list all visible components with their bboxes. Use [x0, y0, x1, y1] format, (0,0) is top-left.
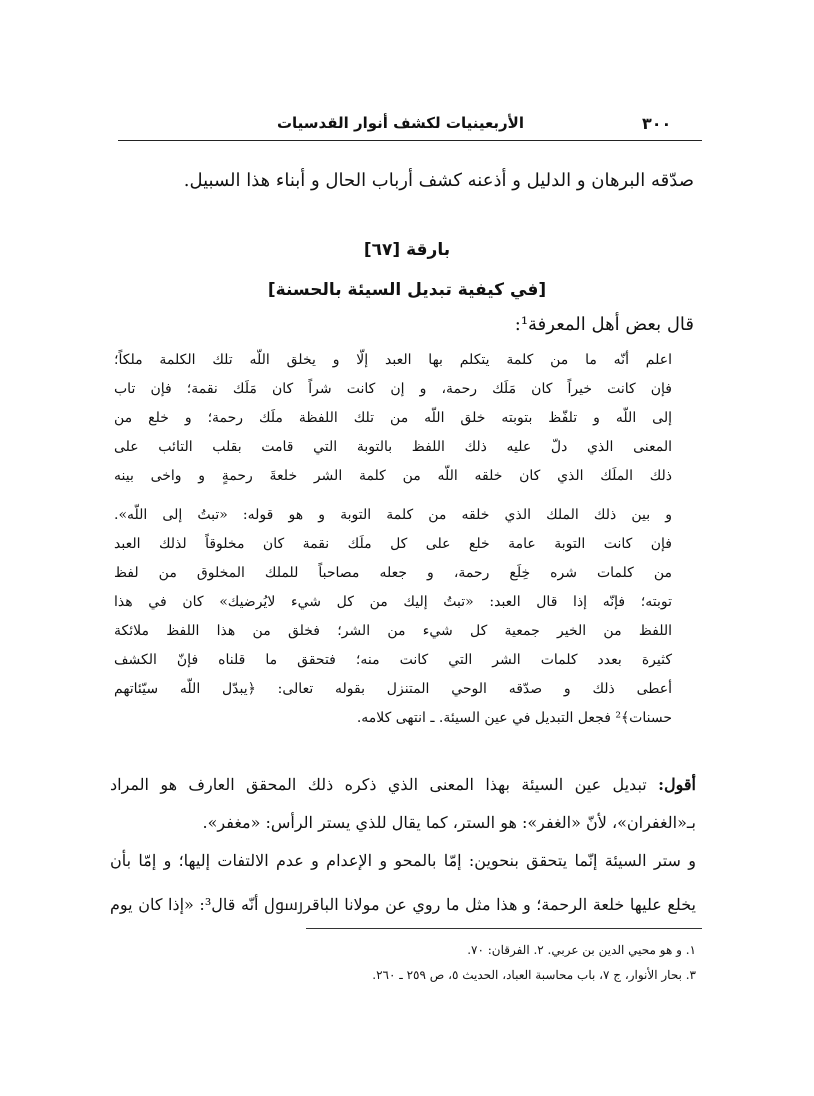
- page-header: [118, 114, 702, 141]
- quote-line: من كلمات شره خِلَع رحمة، و جعله مصاحباً للملك المخلوق من لفظ: [114, 565, 672, 581]
- quote-intro: قال بعض أهل المعرفة¹:: [514, 314, 694, 335]
- commentary-line: و ستر السيئة إنّما يتحقق بنحوين: إمّا بالمحو و الإعدام و عدم الالتفات إليها؛ و إمّا بأن: [110, 851, 696, 870]
- quote-line: و بين ذلك الملك الذي خلقه من كلمة التوبة و هو قوله: «تبتُ إلى اللّه».: [114, 507, 672, 523]
- quote-line: المعنى الذي دلّ عليه ذلك اللفظ بالتوبة التي قامت بقلب التائب على: [114, 439, 672, 455]
- opening-line: صدّقه البرهان و الدليل و أذعنه كشف أرباب الحال و أبناء هذا السبيل.: [183, 170, 694, 191]
- commentary-line: بـ«الغفران»، لأنّ «الغفر»: هو الستر، كما يقال للذي يستر الرأس: «مغفر».: [202, 813, 696, 832]
- quote-line: توبته؛ فإنّه إذا قال العبد: «تبتُ إليك من كل شيء لايُرضيك» كان في هذا: [114, 594, 672, 610]
- quote-line: أعطى ذلك و صدّقه الوحي المتنزل بقوله تعالى: ﴿يبدّل اللّه سيّئاتهم: [114, 681, 672, 697]
- quote-line: اعلم أنّه ما من كلمة يتكلم بها العبد إلّا و يخلق اللّه تلك الكلمة ملكاً؛: [114, 352, 672, 368]
- quote-line: إلى اللّه و تلفّظ بتوبته خلق اللّه من تلك اللفظة ملَك رحمة؛ و خلع من: [114, 410, 672, 426]
- section-title: بارقة [٦٧]: [363, 240, 451, 260]
- footnote-line: ٣. بحار الأنوار، ج ٧، باب محاسبة العباد، الحديث ٥، ص ٢٥٩ ـ ٢٦٠.: [372, 968, 696, 982]
- quote-line: اللفظ من الخير جمعية كل شيء من الشر؛ فخلق من هذا اللفظ ملائكة: [114, 623, 672, 639]
- commentary-text: تبديل عين السيئة بهذا المعنى الذي ذكره ذلك المحقق العارف هو المراد: [110, 775, 659, 794]
- aqul-label: أقول:: [658, 775, 696, 794]
- page-number: ٣٠٠: [642, 114, 672, 133]
- commentary-line: يخلع عليها خلعة الرحمة؛ و هذا مثل ما روي عن مولانا الباقرﷶ أنّه قال³: «إذا كان يوم: [110, 895, 696, 914]
- quote-line: كثيرة بعدد كلمات الشر التي كانت منه؛ فتحقق ما قلناه فإنّ الكشف: [114, 652, 672, 668]
- commentary-line: [110, 775, 696, 794]
- footnote-line: ١. و هو محيي الدين بن عربي. ٢. الفرقان: ٧٠.: [467, 943, 696, 957]
- running-title: الأربعينيات لكشف أنوار القدسيات: [276, 114, 524, 132]
- footnote-divider: [306, 928, 702, 929]
- quote-line: فإن كانت خيراً كان مَلَك رحمة، و إن كانت شراً كان مَلَك نقمة؛ فإن تاب: [114, 381, 672, 397]
- quote-line: فإن كانت التوبة عامة خلع على كل ملَك نقمة كان مخلوقاً لذلك العبد: [114, 536, 672, 552]
- section-subtitle: [في كيفية تبديل السيئة بالحسنة]: [267, 280, 547, 300]
- quote-line: ذلك الملَك الذي كان خلقه اللّه من كلمة الشر خلعةَ رحمةٍ و واخى بينه: [114, 468, 672, 484]
- quote-line: حسنات﴾² فجعل التبديل في عين السيئة. ـ انتهى كلامه.: [356, 710, 672, 726]
